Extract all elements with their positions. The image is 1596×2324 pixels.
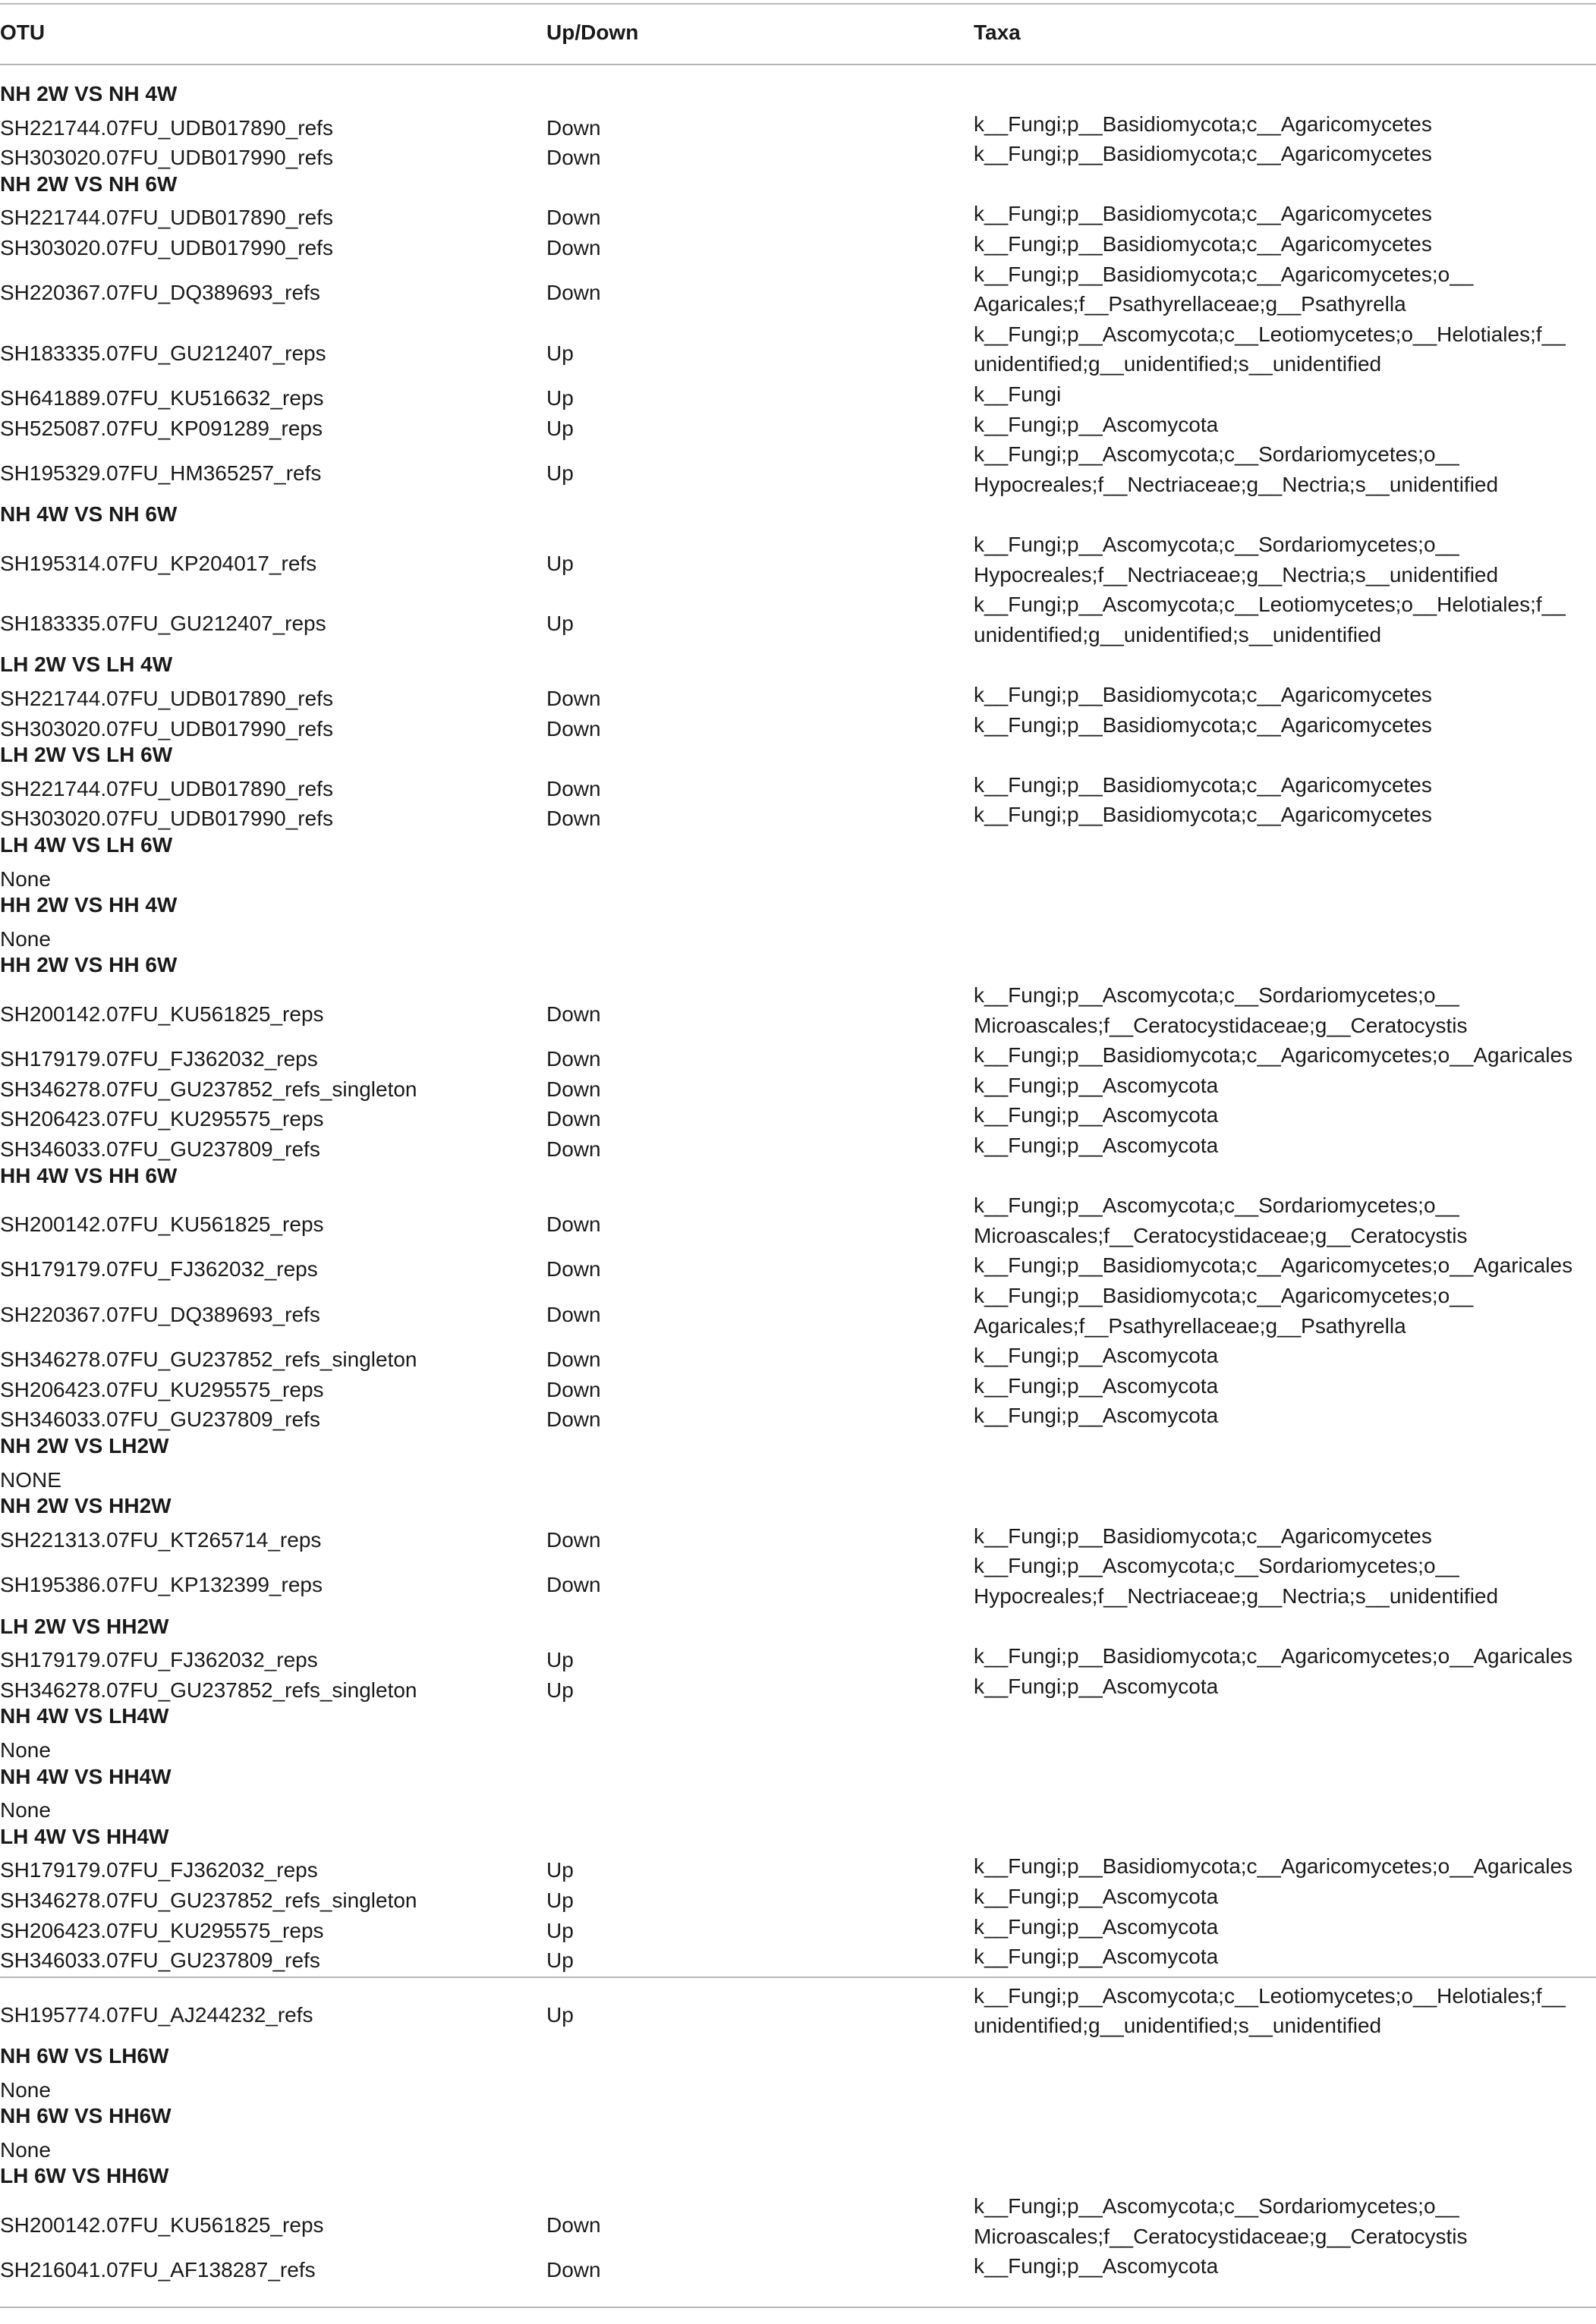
otu-cell: None [0, 2137, 51, 2162]
otu-cell: SH220367.07FU_DQ389693_refs [0, 1302, 320, 1326]
comparison-label: NH 2W VS LH2W [0, 1434, 169, 1458]
taxa-cell [974, 1521, 1432, 1552]
taxa-line: k__Fungi;p__Ascomycota [974, 1073, 1219, 1097]
taxa-cell [974, 1981, 1566, 2041]
otu-cell: SH195774.07FU_AJ244232_refs [0, 2002, 313, 2027]
direction-cell: Down [546, 716, 601, 741]
otu-cell: None [0, 2077, 51, 2102]
taxa-line: k__Fungi;p__Ascomycota [974, 1945, 1219, 1969]
taxa-line: k__Fungi;p__Ascomycota;c__Sordariomycetes;o__ [974, 442, 1459, 467]
table-row [0, 1401, 1596, 1431]
direction-cell: Down [546, 1527, 601, 1552]
table-row [0, 229, 1596, 259]
direction-cell: Up [546, 416, 574, 440]
direction-cell: Down [546, 2212, 601, 2237]
taxa-cell [974, 1071, 1218, 1101]
table-row [0, 860, 1596, 891]
taxa-line: k__Fungi;p__Ascomycota;c__Sordariomycetes;o__ [974, 983, 1459, 1007]
direction-cell: Up [546, 2002, 574, 2027]
otu-cell: SH221744.07FU_UDB017890_refs [0, 206, 333, 230]
otu-cell: SH179179.07FU_FJ362032_reps [0, 1858, 318, 1882]
otu-cell: SH303020.07FU_UDB017990_refs [0, 146, 333, 170]
comparison-label: NH 6W VS LH6W [0, 2044, 169, 2068]
table-row [0, 1250, 1596, 1281]
taxa-cell [974, 1100, 1218, 1131]
otu-cell: SH221744.07FU_UDB017890_refs [0, 776, 333, 800]
table-row [0, 319, 1596, 379]
taxa-line: unidentified;g__unidentified;s__unidentified [974, 622, 1382, 646]
taxa-line: k__Fungi;p__Ascomycota [974, 1404, 1219, 1428]
taxa-cell [974, 1131, 1218, 1161]
taxa-cell [974, 980, 1468, 1040]
table-row [0, 1100, 1596, 1131]
taxa-cell [974, 439, 1498, 499]
direction-cell: Down [546, 1377, 601, 1401]
table-row [0, 2191, 1596, 2251]
otu-cell: None [0, 1738, 51, 1762]
otu-cell: SH200142.07FU_KU561825_reps [0, 2212, 324, 2237]
otu-cell: SH195386.07FU_KP132399_reps [0, 1573, 323, 1597]
taxa-line: k__Fungi;p__Ascomycota [974, 1344, 1219, 1368]
table-row [0, 139, 1596, 169]
taxa-cell [974, 109, 1432, 140]
table-row [0, 980, 1596, 1040]
otu-cell: SH525087.07FU_KP091289_reps [0, 416, 323, 440]
direction-cell: Up [546, 1888, 574, 1912]
table-row [0, 379, 1596, 410]
otu-cell: SH221313.07FU_KT265714_reps [0, 1527, 322, 1552]
direction-cell: Down [546, 1348, 601, 1372]
taxa-line: k__Fungi;p__Ascomycota;c__Sordariomycetes;o__ [974, 533, 1459, 556]
taxa-line: k__Fungi;p__Ascomycota [974, 1103, 1219, 1127]
table-row [0, 439, 1596, 499]
otu-cell: SH195314.07FU_KP204017_refs [0, 551, 317, 575]
comparison-label: HH 2W VS HH 4W [0, 893, 178, 917]
otu-cell: SH346033.07FU_GU237809_refs [0, 1948, 320, 1973]
taxa-line: k__Fungi;p__Ascomycota;c__Sordariomycetes;o__ [974, 1193, 1459, 1218]
table-row [0, 530, 1596, 590]
taxa-line: k__Fungi;p__Basidiomycota;c__Agaricomycetes [974, 712, 1432, 737]
direction-cell: Up [546, 341, 574, 365]
otu-cell: SH221744.07FU_UDB017890_refs [0, 687, 333, 710]
otu-cell: SH206423.07FU_KU295575_reps [0, 1918, 324, 1942]
otu-cell: SH195329.07FU_HM365257_refs [0, 461, 322, 485]
comparison-label: NH 4W VS NH 6W [0, 502, 178, 527]
direction-cell: Down [546, 1002, 601, 1026]
taxa-cell [974, 1281, 1473, 1341]
taxa-line: k__Fungi;p__Basidiomycota;c__Agaricomycetes [974, 112, 1432, 136]
taxa-line: Hypocreales;f__Nectriaceae;g__Nectria;s__unidentified [974, 1583, 1499, 1608]
comparison-label: HH 4W VS HH 6W [0, 1163, 178, 1187]
direction-cell: Down [546, 206, 601, 230]
direction-cell: Down [546, 281, 601, 305]
taxa-cell [974, 530, 1498, 590]
taxa-cell [974, 410, 1218, 440]
otu-cell: SH179179.07FU_FJ362032_reps [0, 1648, 318, 1672]
taxa-cell [974, 259, 1473, 319]
header-bottom-rule [0, 64, 1596, 65]
direction-cell: Up [546, 1678, 574, 1702]
table-row [0, 1521, 1596, 1552]
taxa-cell [974, 1190, 1468, 1250]
direction-cell: Down [546, 1137, 601, 1161]
table-row [0, 1981, 1596, 2041]
taxa-cell [974, 1401, 1218, 1431]
taxa-line: k__Fungi;p__Basidiomycota;c__Agaricomycetes;o__Agaricales [974, 1253, 1573, 1278]
table-row [0, 800, 1596, 830]
taxa-line: k__Fungi;p__Ascomycota [974, 1674, 1219, 1698]
comparison-label: NH 4W VS HH4W [0, 1764, 172, 1788]
taxa-line: k__Fungi;p__Basidiomycota;c__Agaricomycetes [974, 1524, 1432, 1548]
taxa-cell [974, 199, 1432, 229]
taxa-line: k__Fungi;p__Ascomycota;c__Sordariomycetes;o__ [974, 2194, 1459, 2218]
taxa-cell [974, 680, 1432, 710]
comparison-label: HH 2W VS HH 6W [0, 953, 178, 977]
taxa-line: k__Fungi;p__Ascomycota [974, 1134, 1219, 1157]
table-row [0, 2131, 1596, 2162]
otu-cell: None [0, 866, 51, 891]
otu-cell: SH206423.07FU_KU295575_reps [0, 1107, 324, 1131]
direction-cell: Down [546, 1047, 601, 1071]
header-taxa: Taxa [974, 20, 1021, 44]
taxa-cell [974, 2251, 1218, 2282]
table-bottom-rule [0, 2307, 1596, 2308]
comparison-label: NH 2W VS HH2W [0, 1494, 172, 1518]
taxa-line: Hypocreales;f__Nectriaceae;g__Nectria;s__unidentified [974, 472, 1499, 496]
table-row [0, 1851, 1596, 1882]
taxa-line: k__Fungi;p__Basidiomycota;c__Agaricomycetes;o__Agaricales [974, 1644, 1573, 1668]
direction-cell: Down [546, 1302, 601, 1326]
taxa-line: unidentified;g__unidentified;s__unidentified [974, 352, 1382, 376]
comparison-label: NH 2W VS NH 6W [0, 171, 178, 196]
taxa-line: k__Fungi;p__Ascomycota;c__Leotiomycetes;o__Helotiales;f__ [974, 1983, 1566, 2008]
taxa-cell [974, 1882, 1218, 1912]
otu-cell: SH206423.07FU_KU295575_reps [0, 1377, 324, 1401]
direction-cell: Up [546, 461, 574, 485]
taxa-line: Agaricales;f__Psathyrellaceae;g__Psathyrella [974, 292, 1406, 316]
table-row [0, 1912, 1596, 1942]
otu-cell: SH346278.07FU_GU237852_refs_singleton [0, 1888, 417, 1912]
otu-cell: SH641889.07FU_KU516632_reps [0, 386, 324, 410]
direction-cell: Down [546, 776, 601, 800]
table-row [0, 1341, 1596, 1371]
comparison-label: LH 2W VS HH2W [0, 1614, 169, 1638]
taxa-line: k__Fungi;p__Basidiomycota;c__Agaricomycetes [974, 772, 1432, 797]
direction-cell: Up [546, 1918, 574, 1942]
table-row [0, 1942, 1596, 1972]
taxa-cell [974, 1341, 1218, 1371]
comparison-label: NH 6W VS HH6W [0, 2104, 172, 2128]
taxa-line: k__Fungi;p__Basidiomycota;c__Agaricomycetes [974, 803, 1432, 827]
taxa-line: k__Fungi;p__Ascomycota;c__Leotiomycetes;o__Helotiales;f__ [974, 593, 1566, 617]
taxa-cell [974, 139, 1432, 169]
table-row [0, 1551, 1596, 1611]
taxa-cell [974, 800, 1432, 830]
table-row [0, 2251, 1596, 2282]
direction-cell: Down [546, 146, 601, 170]
otu-cell: SH303020.07FU_UDB017990_refs [0, 716, 333, 741]
taxa-line: k__Fungi;p__Ascomycota [974, 1885, 1219, 1908]
taxa-cell [974, 1942, 1218, 1972]
table-row [0, 1371, 1596, 1401]
taxa-line: k__Fungi;p__Basidiomycota;c__Agaricomycetes;o__ [974, 1284, 1474, 1307]
table-row [0, 1882, 1596, 1912]
table-row [0, 1040, 1596, 1071]
table-row [0, 259, 1596, 319]
direction-cell: Down [546, 1077, 601, 1101]
table-row [0, 920, 1596, 951]
taxa-cell [974, 1912, 1218, 1942]
otu-cell: SH303020.07FU_UDB017990_refs [0, 807, 333, 831]
taxa-line: k__Fungi;p__Basidiomycota;c__Agaricomycetes [974, 202, 1432, 226]
table-row [0, 770, 1596, 800]
taxa-line: k__Fungi;p__Ascomycota [974, 412, 1219, 436]
taxa-cell [974, 2191, 1468, 2251]
direction-cell: Up [546, 386, 574, 410]
direction-cell: Up [546, 611, 574, 635]
table-row [0, 680, 1596, 710]
taxa-line: k__Fungi;p__Basidiomycota;c__Agaricomycetes [974, 683, 1432, 706]
direction-cell: Down [546, 1573, 601, 1597]
taxa-line: unidentified;g__unidentified;s__unidentified [974, 2014, 1382, 2038]
taxa-line: k__Fungi;p__Ascomycota [974, 1914, 1219, 1939]
comparison-label: LH 2W VS LH 4W [0, 653, 173, 677]
direction-cell: Down [546, 807, 601, 831]
comparison-label: LH 2W VS LH 6W [0, 743, 173, 767]
table-row [0, 1731, 1596, 1762]
comparison-label: LH 4W VS HH4W [0, 1824, 169, 1848]
taxa-line: Microascales;f__Ceratocystidaceae;g__Ceratocystis [974, 2224, 1468, 2248]
direction-cell: Up [546, 1948, 574, 1973]
comparison-label: LH 4W VS LH 6W [0, 833, 173, 857]
table-row [0, 199, 1596, 229]
comparison-label: NH 2W VS NH 4W [0, 82, 178, 105]
table-row [0, 1131, 1596, 1161]
table-row [0, 590, 1596, 649]
table-row [0, 410, 1596, 440]
taxa-line: k__Fungi;p__Ascomycota [974, 2254, 1219, 2278]
taxa-cell [974, 1671, 1218, 1702]
otu-cell: None [0, 1798, 51, 1822]
table-row [0, 710, 1596, 741]
table-row [0, 2071, 1596, 2102]
comparison-label: LH 6W VS HH6W [0, 2164, 169, 2188]
taxa-line: k__Fungi;p__Ascomycota;c__Sordariomycetes;o__ [974, 1554, 1459, 1578]
table-row [0, 1791, 1596, 1822]
taxa-line: k__Fungi;p__Basidiomycota;c__Agaricomycetes;o__ [974, 262, 1474, 286]
direction-cell: Down [546, 115, 601, 140]
taxa-cell [974, 590, 1566, 649]
table-row [0, 1281, 1596, 1341]
taxa-line: k__Fungi [974, 382, 1062, 406]
table-top-rule [0, 3, 1596, 5]
direction-cell: Down [546, 1107, 601, 1131]
table-row [0, 1671, 1596, 1702]
direction-cell: Up [546, 1858, 574, 1882]
otu-cell: SH346033.07FU_GU237809_refs [0, 1137, 320, 1161]
otu-cell: SH346033.07FU_GU237809_refs [0, 1407, 320, 1432]
table-row [0, 1641, 1596, 1671]
taxa-cell [974, 1641, 1572, 1671]
otu-cell: SH346278.07FU_GU237852_refs_singleton [0, 1077, 417, 1101]
otu-cell: SH179179.07FU_FJ362032_reps [0, 1257, 318, 1282]
taxa-line: k__Fungi;p__Ascomycota [974, 1373, 1219, 1398]
table-row [0, 109, 1596, 140]
table-row [0, 1071, 1596, 1101]
direction-cell: Down [546, 687, 601, 710]
direction-cell: Down [546, 1407, 601, 1432]
header-up-down: Up/Down [546, 20, 639, 44]
taxa-cell [974, 1551, 1498, 1611]
direction-cell: Up [546, 1648, 574, 1672]
direction-cell: Down [546, 1257, 601, 1282]
taxa-cell [974, 770, 1432, 800]
section-divider [0, 1977, 1596, 1978]
direction-cell: Down [546, 2258, 601, 2282]
otu-cell: SH303020.07FU_UDB017990_refs [0, 236, 333, 259]
otu-cell: SH200142.07FU_KU561825_reps [0, 1002, 324, 1026]
taxa-line: Agaricales;f__Psathyrellaceae;g__Psathyrella [974, 1313, 1406, 1338]
table-row [0, 1190, 1596, 1250]
taxa-cell [974, 379, 1061, 410]
header-otu: OTU [0, 20, 46, 44]
otu-cell: SH346278.07FU_GU237852_refs_singleton [0, 1348, 417, 1372]
taxa-cell [974, 1851, 1572, 1882]
otu-cell: NONE [0, 1467, 61, 1492]
otu-cell: SH346278.07FU_GU237852_refs_singleton [0, 1678, 417, 1702]
otu-cell: None [0, 926, 51, 951]
taxa-cell [974, 229, 1432, 259]
taxa-cell [974, 710, 1432, 741]
comparison-label: NH 4W VS LH4W [0, 1704, 169, 1728]
taxa-line: k__Fungi;p__Basidiomycota;c__Agaricomycetes;o__Agaricales [974, 1854, 1573, 1879]
taxa-line: Microascales;f__Ceratocystidaceae;g__Ceratocystis [974, 1223, 1468, 1247]
direction-cell: Down [546, 236, 601, 259]
taxa-cell [974, 1250, 1572, 1281]
otu-cell: SH216041.07FU_AF138287_refs [0, 2258, 316, 2282]
otu-cell: SH183335.07FU_GU212407_reps [0, 611, 326, 635]
otu-cell: SH179179.07FU_FJ362032_reps [0, 1047, 318, 1071]
taxa-line: k__Fungi;p__Ascomycota;c__Leotiomycetes;o__Helotiales;f__ [974, 322, 1566, 346]
direction-cell: Up [546, 551, 574, 575]
otu-cell: SH221744.07FU_UDB017890_refs [0, 115, 333, 140]
otu-cell: SH183335.07FU_GU212407_reps [0, 341, 326, 365]
taxa-line: k__Fungi;p__Basidiomycota;c__Agaricomycetes [974, 142, 1432, 166]
taxa-line: Microascales;f__Ceratocystidaceae;g__Ceratocystis [974, 1013, 1468, 1037]
direction-cell: Down [546, 1212, 601, 1236]
otu-cell: SH200142.07FU_KU561825_reps [0, 1212, 324, 1236]
otu-cell: SH220367.07FU_DQ389693_refs [0, 281, 320, 305]
taxa-line: k__Fungi;p__Basidiomycota;c__Agaricomycetes;o__Agaricales [974, 1043, 1573, 1068]
taxa-cell [974, 1040, 1572, 1071]
taxa-line: Hypocreales;f__Nectriaceae;g__Nectria;s__unidentified [974, 562, 1499, 587]
taxa-line: k__Fungi;p__Basidiomycota;c__Agaricomycetes [974, 232, 1432, 256]
table-row [0, 1461, 1596, 1492]
taxa-cell [974, 1371, 1218, 1401]
taxa-cell [974, 319, 1566, 379]
